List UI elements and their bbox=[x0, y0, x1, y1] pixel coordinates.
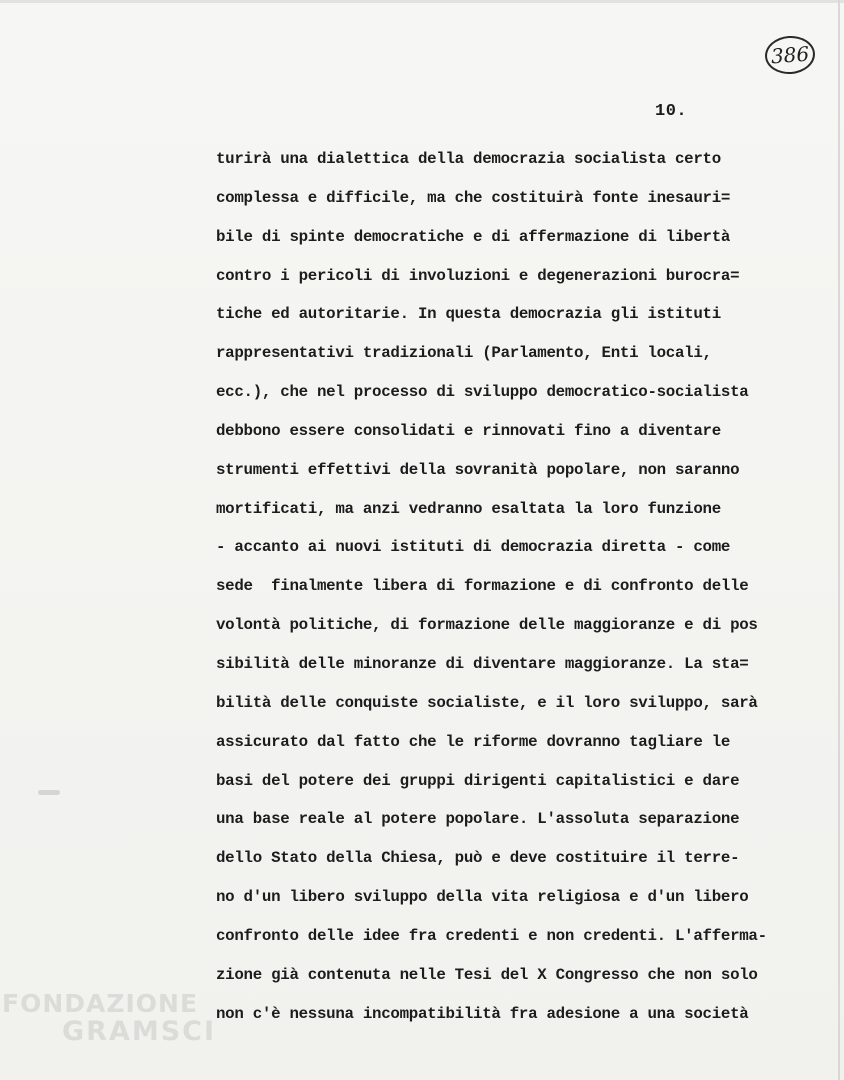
page-top-edge bbox=[0, 0, 844, 3]
typewritten-text-block bbox=[216, 146, 816, 1039]
text-line: mortificati, ma anzi vedranno esaltata la loro funzione bbox=[216, 499, 721, 518]
text-line: strumenti effettivi della sovranità popolare, non saranno bbox=[216, 460, 740, 479]
text-line: confronto delle idee fra credenti e non credenti. L'afferma- bbox=[216, 926, 767, 945]
fondazione-gramsci-watermark bbox=[2, 989, 217, 1050]
text-line: zione già contenuta nelle Tesi del X Congresso che non solo bbox=[216, 965, 758, 984]
text-line: contro i pericoli di involuzioni e degenerazioni burocra= bbox=[216, 266, 740, 285]
text-line: basi del potere dei gruppi dirigenti capitalistici e dare bbox=[216, 771, 740, 790]
text-line: volontà politiche, di formazione delle maggioranze e di pos bbox=[216, 616, 758, 635]
text-line: assicurato dal fatto che le riforme dovranno tagliare le bbox=[216, 732, 731, 751]
text-line: dello Stato della Chiesa, può e deve costituire il terre- bbox=[216, 849, 740, 868]
page-right-edge bbox=[838, 0, 840, 1080]
watermark-line-1: FONDAZIONE bbox=[2, 989, 199, 1018]
archive-number-stamp: 386 bbox=[764, 34, 817, 75]
text-line: non c'è nessuna incompatibilità fra adesione a una società bbox=[216, 1004, 749, 1023]
paper-smudge bbox=[38, 790, 60, 795]
text-line: - accanto ai nuovi istituti di democrazia diretta - come bbox=[216, 538, 731, 557]
watermark-line-2: GRAMSCI bbox=[62, 1016, 217, 1047]
text-line: turirà una dialettica della democrazia socialista certo bbox=[216, 150, 721, 168]
text-line: una base reale al potere popolare. L'assoluta separazione bbox=[216, 810, 740, 829]
text-line: no d'un libero sviluppo della vita religiosa e d'un libero bbox=[216, 888, 749, 907]
page-number: 10. bbox=[655, 102, 688, 121]
text-line: bilità delle conquiste socialiste, e il loro sviluppo, sarà bbox=[216, 693, 758, 712]
text-line: debbono essere consolidati e rinnovati fino a diventare bbox=[216, 421, 721, 440]
text-line: ecc.), che nel processo di sviluppo democratico-socialista bbox=[216, 383, 749, 402]
text-line: tiche ed autoritarie. In questa democrazia gli istituti bbox=[216, 305, 721, 324]
text-line: rappresentativi tradizionali (Parlamento, Enti locali, bbox=[216, 344, 712, 363]
text-line: complessa e difficile, ma che costituirà fonte inesauri= bbox=[216, 188, 731, 207]
text-line: sede finalmente libera di formazione e di confronto delle bbox=[216, 577, 749, 596]
text-line: bile di spinte democratiche e di affermazione di libertà bbox=[216, 227, 731, 246]
text-line: sibilità delle minoranze di diventare maggioranze. La sta= bbox=[216, 654, 749, 673]
